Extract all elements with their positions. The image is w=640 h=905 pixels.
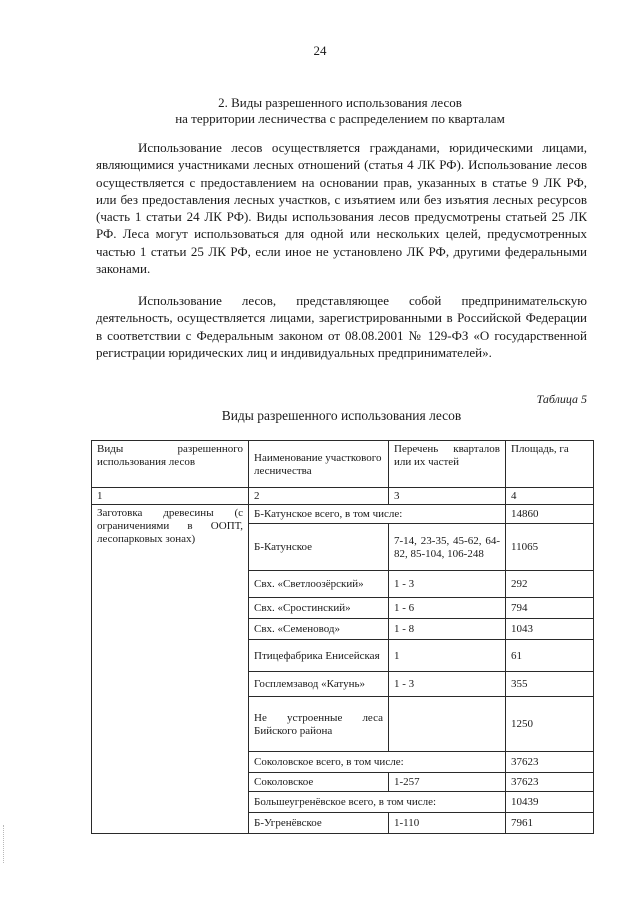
forestry-name-cell: Свх. «Сростинский» bbox=[249, 598, 389, 619]
header-area: Площадь, га bbox=[506, 441, 594, 488]
area-cell: 37623 bbox=[506, 752, 594, 773]
forestry-name-cell: Б-Катунское всего, в том числе: bbox=[249, 505, 506, 524]
quarters-cell: 1 - 8 bbox=[389, 619, 506, 640]
quarters-cell: 1 - 3 bbox=[389, 672, 506, 697]
margin-mark bbox=[3, 825, 6, 863]
area-cell: 7961 bbox=[506, 813, 594, 834]
paragraph-1: Использование лесов осуществляется гражданами, юридическими лицами, являющимися участниками лесных отношений (статья 4 ЛК РФ). Использование лесов осуществляется с предоставлением на основании прав, указанных в статье 9 ЛК РФ, или без предоставления лесных участков, с изъятием или без изъятия лесных ресурсов (часть 1 статьи 24 ЛК РФ). Виды использования лесов предусмотрены статьей 25 ЛК РФ. Леса могут использоваться для одной или нескольких целей, предусмотренных частью 1 статьи 25 ЛК РФ, если иное не установлено ЛК РФ, другими федеральными законами. bbox=[96, 140, 587, 277]
area-cell: 1043 bbox=[506, 619, 594, 640]
area-cell: 1250 bbox=[506, 697, 594, 752]
area-cell: 37623 bbox=[506, 773, 594, 792]
quarters-cell: 1-257 bbox=[389, 773, 506, 792]
quarters-cell: 1-110 bbox=[389, 813, 506, 834]
column-number-1: 1 bbox=[92, 488, 249, 505]
table-body bbox=[92, 441, 594, 834]
section-heading bbox=[90, 95, 590, 127]
table-row bbox=[92, 505, 594, 524]
table-numbering-row bbox=[92, 488, 594, 505]
forestry-name-cell: Госплемзавод «Катунь» bbox=[249, 672, 389, 697]
section-heading-line-2: на территории лесничества с распределением по кварталам bbox=[175, 111, 505, 126]
quarters-cell: 1 - 6 bbox=[389, 598, 506, 619]
forestry-name-cell: Соколовское bbox=[249, 773, 389, 792]
area-cell: 794 bbox=[506, 598, 594, 619]
forestry-name-cell: Б-Катунское bbox=[249, 524, 389, 571]
section-heading-line-1: 2. Виды разрешенного использования лесов bbox=[218, 95, 462, 110]
table-title: Виды разрешенного использования лесов bbox=[221, 408, 462, 423]
page-number: 24 bbox=[313, 43, 327, 58]
column-number-2: 2 bbox=[249, 488, 389, 505]
area-cell: 11065 bbox=[506, 524, 594, 571]
forestry-name-cell: Соколовское всего, в том числе: bbox=[249, 752, 506, 773]
quarters-cell bbox=[389, 697, 506, 752]
column-number-3: 3 bbox=[389, 488, 506, 505]
quarters-cell: 1 - 3 bbox=[389, 571, 506, 598]
forestry-name-cell: Свх. «Светлоозёрский» bbox=[249, 571, 389, 598]
forest-use-table bbox=[91, 440, 594, 834]
use-type-cell: Заготовка древесины (с ограничениями в ООПТ, лесопарковых зонах) bbox=[92, 505, 249, 834]
table-caption: Таблица 5 bbox=[536, 392, 587, 406]
column-number-4: 4 bbox=[506, 488, 594, 505]
header-use-type: Виды разрешенного использования лесов bbox=[92, 441, 249, 488]
forest-use-table-container bbox=[91, 440, 593, 828]
forestry-name-cell: Б-Угренёвское bbox=[249, 813, 389, 834]
area-cell: 10439 bbox=[506, 792, 594, 813]
header-forestry-name: Наименование участкового лесничества bbox=[249, 441, 389, 488]
forestry-name-cell: Птицефабрика Енисейская bbox=[249, 640, 389, 672]
area-cell: 14860 bbox=[506, 505, 594, 524]
quarters-cell: 1 bbox=[389, 640, 506, 672]
area-cell: 355 bbox=[506, 672, 594, 697]
quarters-cell: 7-14, 23-35, 45-62, 64-82, 85-104, 106-248 bbox=[389, 524, 506, 571]
area-cell: 292 bbox=[506, 571, 594, 598]
forestry-name-cell: Свх. «Семеновод» bbox=[249, 619, 389, 640]
forestry-name-cell: Не устроенные леса Бийского района bbox=[249, 697, 389, 752]
paragraph-2: Использование лесов, представляющее собой предпринимательскую деятельность, осуществляется лицами, зарегистрированными в Российской Федерации в соответствии с Федеральным законом от 08.08.2001 № 129-ФЗ «О государственной регистрации юридических лиц и индивидуальных предпринимателей». bbox=[96, 293, 587, 360]
table-header-row bbox=[92, 441, 594, 488]
header-quarters: Перечень кварталов или их частей bbox=[389, 441, 506, 488]
forestry-name-cell: Большеугренёвское всего, в том числе: bbox=[249, 792, 506, 813]
area-cell: 61 bbox=[506, 640, 594, 672]
